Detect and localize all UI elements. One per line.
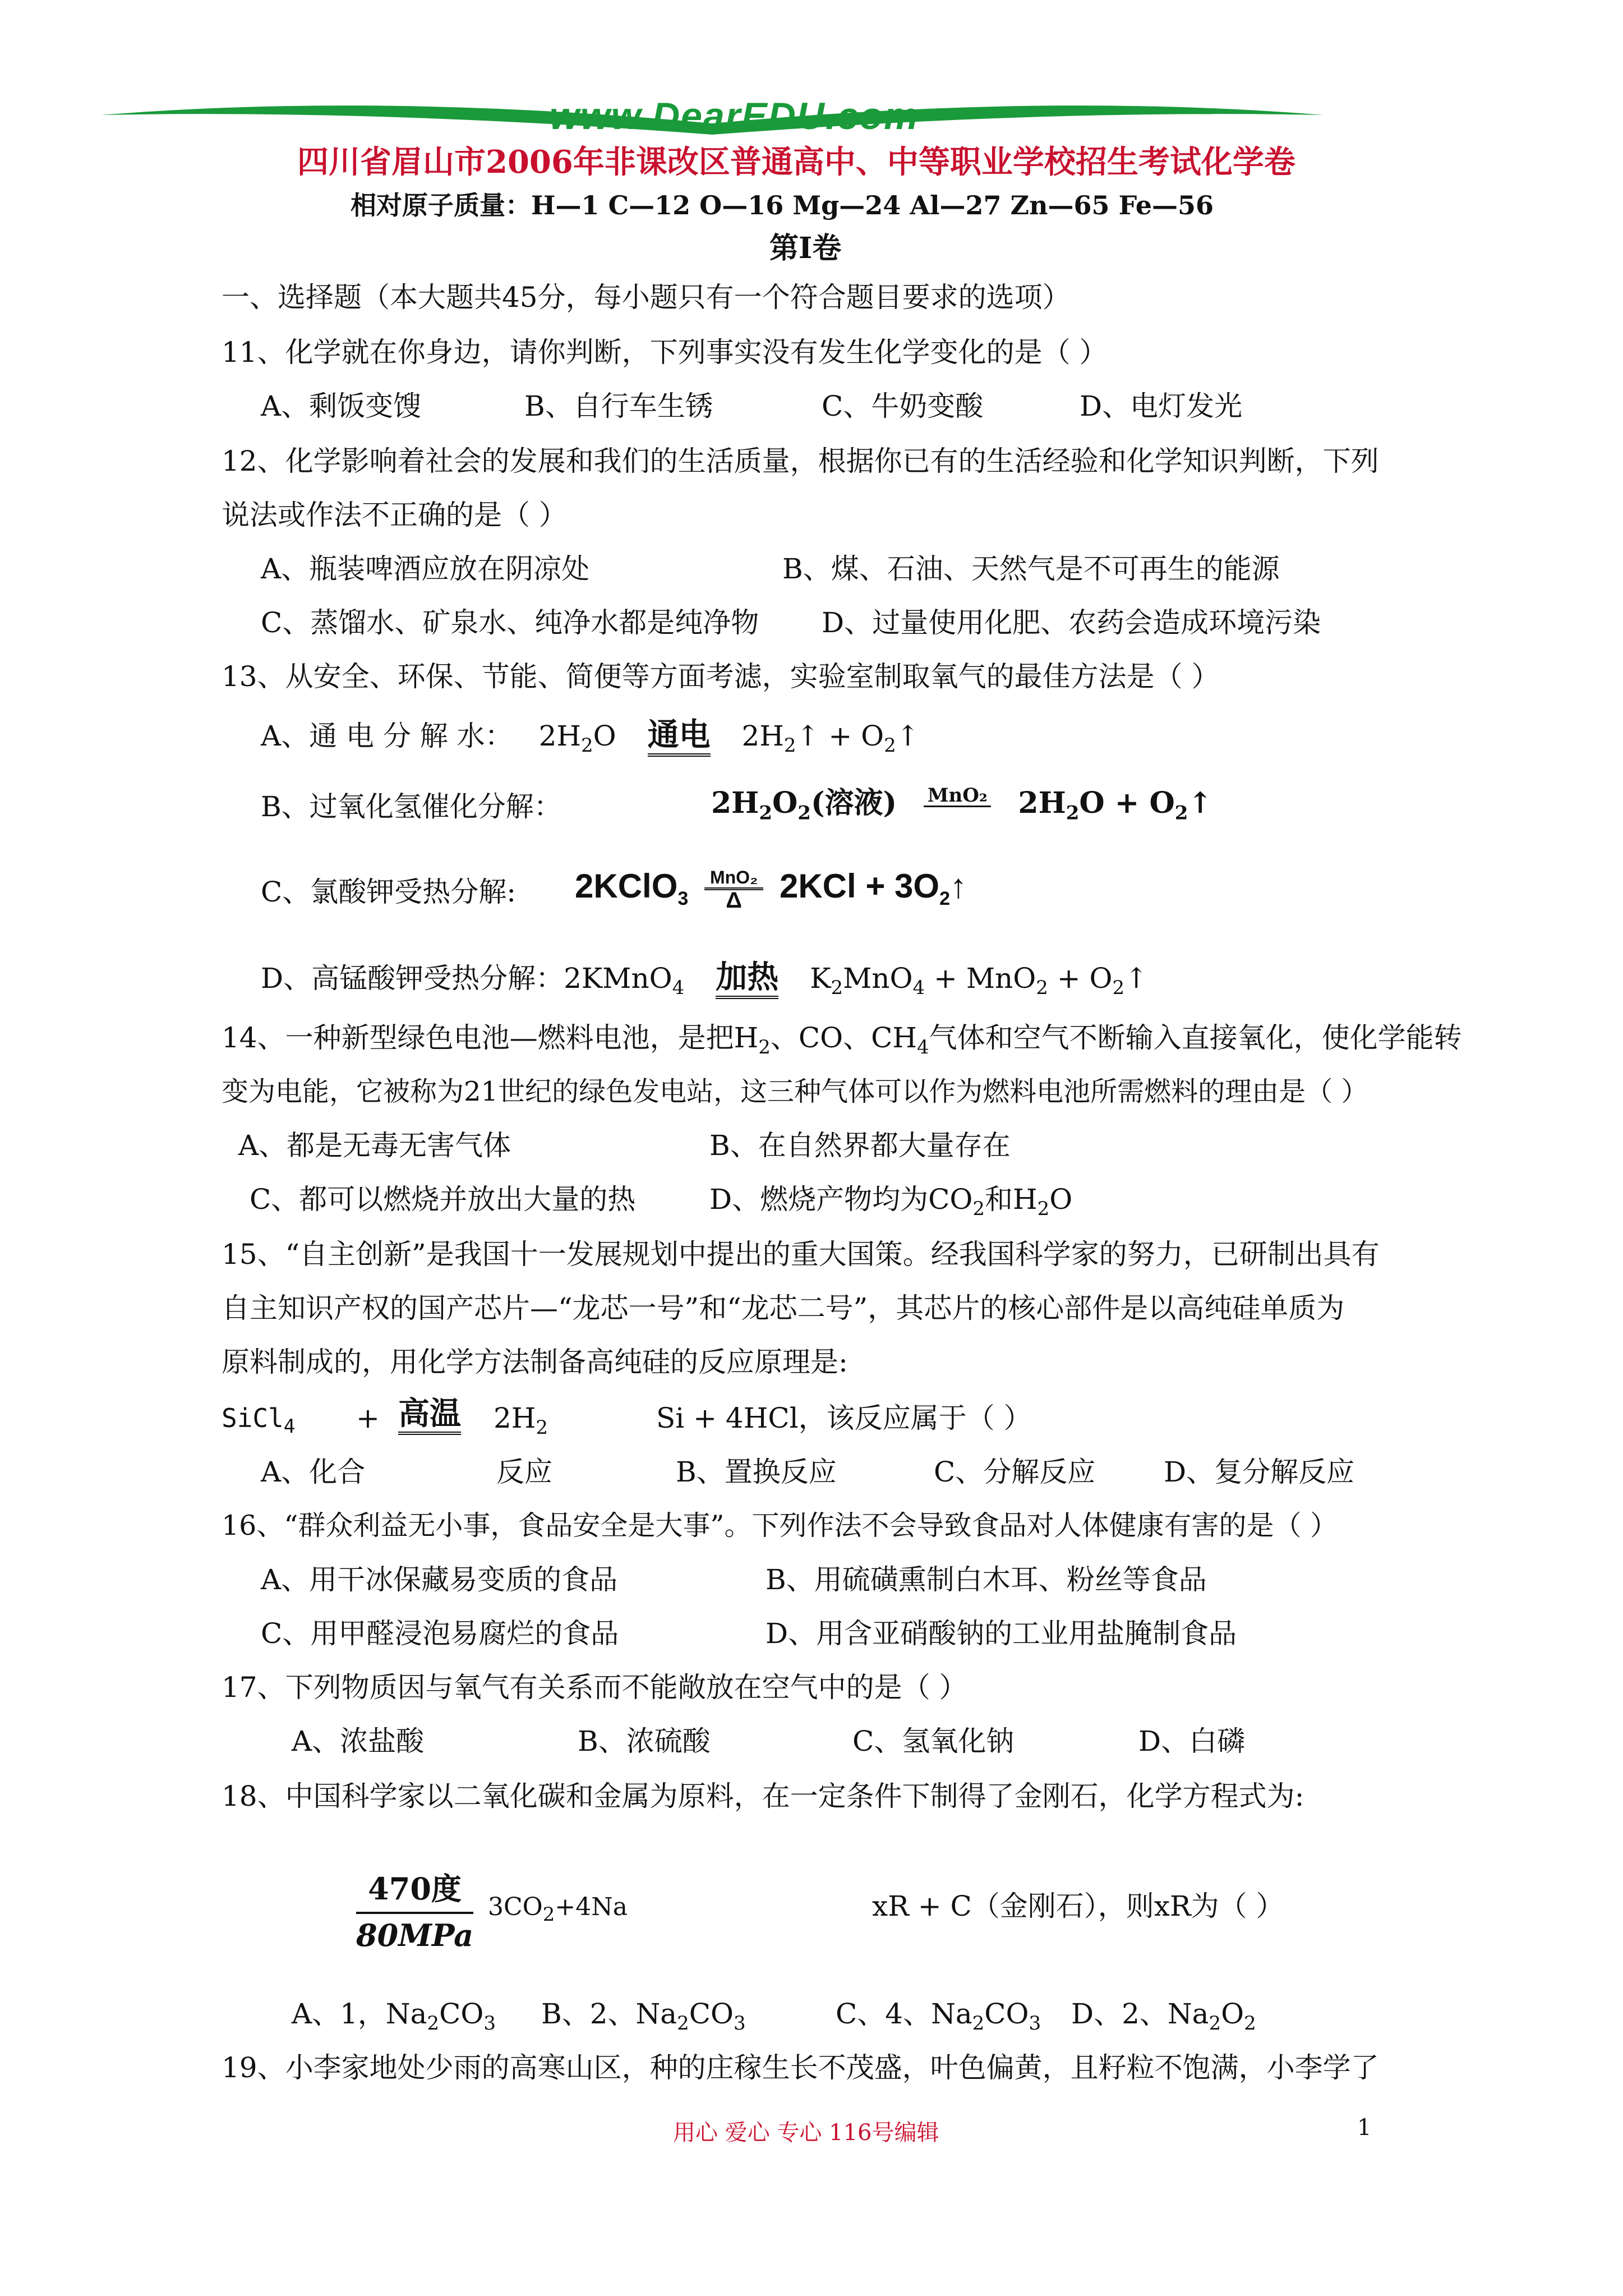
question-14-stem-line2: 变为电能，它被称为21世纪的绿色发电站，这三种气体可以作为燃料电池所需燃料的理由是（ ） [222,1076,1368,1107]
q13d-right-tail: + MnO [925,962,1036,995]
q15-eq-mid-text: 2H [494,1402,536,1434]
q18-eq-left-sub: 2 [542,1903,555,1926]
q18d-b: O [1221,1998,1244,2030]
q13c-label: C、氯酸钾受热分解: [261,876,517,908]
q14-stem-sub2: 4 [916,1036,929,1059]
q11-option-d: D、电灯发光 [1080,390,1243,422]
question-12-stem-line2: 说法或作法不正确的是（ ） [222,499,567,531]
q13a-right-end: ↑ [896,720,920,752]
atomic-masses: 相对原子质量：H—1 C—12 O—16 Mg—24 Al—27 Zn—65 Fe—56 [351,190,1214,220]
q13c-catalyst: MnO₂ [704,867,763,890]
q15-eq-mid-sub: 2 [536,1416,548,1439]
q18d-sub2: 2 [1244,2012,1256,2035]
q14-stem-b: 、CO、CH [770,1022,917,1054]
q12-option-a: A、瓶装啤酒应放在阴凉处 [261,553,590,585]
q18a-b: CO [439,1998,484,2030]
q14-option-c: C、都可以燃烧并放出大量的热 [250,1183,636,1216]
q13c-left-sub: 3 [677,888,689,909]
site-logo: www.DearEDU.com [550,95,919,137]
q13c-right: 2KCl + 3O [779,867,940,905]
q13d-left-sub: 4 [672,977,685,999]
q18d-a: D、2、Na [1071,1998,1209,2030]
q15-eq-left: SiCl [222,1403,284,1433]
q13b-left-sub2: 2 [797,802,811,825]
q17-option-b: B、浓硫酸 [578,1725,711,1757]
q18b-a: B、2、Na [541,1998,677,2030]
q12-option-d: D、过量使用化肥、农药会造成环境污染 [822,606,1321,639]
q15-equation [222,1401,295,1443]
q18-pressure: 80MPa [356,1917,474,1953]
q13b-left: 2H [711,786,759,820]
q14-option-b: B、在自然界都大量存在 [709,1129,1011,1162]
page-title: 四川省眉山市2006年非课改区普通高中、中等职业学校招生考试化学卷 [297,144,1295,181]
q18-eq-right: xR + C（金刚石），则xR为（ ） [872,1890,1284,1922]
q18-option-b [541,1997,746,2040]
q16-option-b: B、用硫磺熏制白木耳、粉丝等食品 [766,1563,1207,1596]
q14d-sub2: 2 [1037,1198,1050,1220]
q16-option-a: A、用干冰保藏易变质的食品 [261,1563,618,1596]
q13d-right-sub3: 2 [1036,977,1048,999]
q13d-right-mid: MnO [843,962,913,995]
footer-text: 用心 爱心 专心 116号编辑 [673,2120,939,2146]
q15-eq-left-sub: 4 [283,1415,296,1438]
q14d-c: O [1049,1183,1073,1216]
q13a-right-sub2: 2 [884,734,896,757]
q11-option-a: A、剩饭变馊 [261,390,422,422]
q13d-condition: 加热 [716,959,778,999]
question-14-stem-line1 [222,1021,1462,1064]
q13b-right-sub2: 2 [1174,802,1188,825]
q16-option-c: C、用甲醛浸泡易腐烂的食品 [261,1617,619,1650]
q14-stem-sub1: 2 [758,1036,771,1059]
q18b-sub2: 3 [734,2012,746,2035]
q18c-a: C、4、Na [836,1998,972,2030]
q14d-a: D、燃烧产物均为CO [709,1183,973,1216]
q13b-equation [711,785,1212,831]
q12-option-c: C、蒸馏水、矿泉水、纯净水都是纯净物 [261,606,759,639]
q18-temperature: 470度 [356,1865,473,1914]
q15-option-b: B、置换反应 [676,1456,837,1488]
q13a-left-tail: O [593,720,616,752]
q14d-sub1: 2 [972,1198,985,1220]
question-17-stem: 17、下列物质因与氧气有关系而不能敞放在空气中的是（ ） [222,1671,967,1704]
question-18-stem: 18、中国科学家以二氧化碳和金属为原料，在一定条件下制得了金刚石，化学方程式为: [222,1780,1304,1812]
q11-option-b: B、自行车生锈 [524,390,713,422]
q14d-b: 和H [984,1183,1038,1216]
q18-eq-left-text: 3CO [488,1893,543,1921]
q13b-catalyst: MnO₂ [924,785,991,807]
q15-condition: 高温 [398,1397,461,1435]
q13d-right-sub1: 2 [831,977,843,999]
q13c-right-end: ↑ [950,867,967,905]
question-13-stem: 13、从安全、环保、节能、简便等方面考滤，实验室制取氧气的最佳方法是（ ） [222,660,1220,693]
q15-option-d: D、复分解反应 [1164,1456,1355,1488]
q13-option-a [261,718,920,762]
q18-option-c [836,1997,1041,2040]
q18-option-d [1071,1997,1256,2040]
q15-option-a-part2: 反应 [496,1456,552,1488]
q13b-right-tail: O + O [1079,786,1175,820]
q13a-left: 2H [538,720,582,752]
q13d-right-sub2: 4 [912,977,925,999]
q15-option-a-part1: A、化合 [261,1456,366,1488]
question-15-stem-line3: 原料制成的，用化学方法制备高纯硅的反应原理是: [222,1346,848,1378]
q13b-right: 2H [1018,786,1066,820]
q13a-right: 2H [741,720,784,752]
q13-option-b [261,790,562,823]
question-15-stem-line1: 15、“自主创新”是我国十一发展规划中提出的重大国策。经我国科学家的努力，已研制出具有 [222,1238,1380,1271]
question-19-stem: 19、小李家地处少雨的高寒山区，种的庄稼生长不茂盛，叶色偏黄，且籽粒不饱满，小李学了 [222,2051,1379,2084]
q13-option-d [261,960,1148,1005]
q18-option-a [292,1997,496,2040]
question-12-stem-line1: 12、化学影响着社会的发展和我们的生活质量，根据你已有的生活经验和化学知识判断，下列 [222,445,1379,477]
q18d-sub1: 2 [1209,2012,1221,2035]
q13a-label: A、通 电 分 解 水： [261,720,513,752]
q13d-label: D、高锰酸钾受热分解：2KMnO [261,962,672,995]
q14-stem-a: 14、一种新型绿色电池—燃料电池，是把H [222,1022,759,1054]
q17-option-a: A、浓盐酸 [292,1725,425,1757]
question-11-stem: 11、化学就在你身边，请你判断，下列事实没有发生化学变化的是（ ） [222,336,1108,369]
q15-option-c: C、分解反应 [934,1456,1096,1488]
q13a-left-sub: 2 [581,734,593,757]
q18c-b: CO [984,1998,1029,2030]
q18c-sub2: 3 [1029,2012,1041,2035]
q13c-equation [575,864,967,921]
q13c-heat: Δ [726,887,742,913]
q18b-sub1: 2 [677,2012,689,2035]
question-15-stem-line2: 自主知识产权的国产芯片—“龙芯一号”和“龙芯二号”，其芯片的核心部件是以高纯硅单质为 [222,1292,1345,1324]
q13d-right-end: ↑ [1124,962,1149,995]
q13d-right-sub4: 2 [1112,977,1125,999]
q15-eq-mid [494,1401,548,1444]
q18c-sub1: 2 [972,2012,985,2035]
section-title: 第Ⅰ卷 [769,231,842,265]
q12-option-b: B、煤、石油、天然气是不可再生的能源 [782,553,1280,585]
q18-eq-left [488,1890,628,1931]
q13b-label: B、过氧化氢催化分解： [261,790,562,823]
q18a-sub1: 2 [427,2012,440,2035]
q13b-left-tail: (溶液) [810,786,897,820]
q16-option-d: D、用含亚硝酸钠的工业用盐腌制食品 [766,1617,1237,1650]
q14-option-a: A、都是无毒无害气体 [238,1129,511,1162]
q18b-b: CO [689,1998,734,2030]
q14-option-d [709,1182,1072,1226]
q13b-left-mid: O [772,786,798,820]
question-16-stem: 16、“群众利益无小事，食品安全是大事”。下列作法不会导致食品对人体健康有害的是（ ） [222,1510,1338,1542]
q15-eq-right: Si + 4HCl，该反应属于（ ） [656,1402,1032,1434]
q13c-condition [704,867,763,913]
q18-condition [356,1865,473,1953]
q14-stem-c: 气体和空气不断输入直接氧化，使化学能转 [929,1022,1462,1054]
q13a-right-tail: ↑ + O [796,720,884,752]
q13d-right: K [810,962,831,995]
q13b-right-sub: 2 [1066,802,1080,825]
q18a-a: A、1，Na [292,1998,427,2030]
q13-option-c [261,875,516,909]
q17-option-d: D、白磷 [1138,1725,1246,1757]
q17-option-c: C、氢氧化钠 [852,1725,1015,1757]
q13b-right-end: ↑ [1188,786,1212,820]
q18-eq-left-tail: +4Na [555,1893,628,1921]
q11-option-c: C、牛奶变酸 [822,390,984,422]
part-heading: 一、选择题（本大题共45分，每小题只有一个符合题目要求的选项） [222,281,1071,314]
q18a-sub2: 3 [483,2012,496,2035]
q15-eq-plus: + [356,1402,380,1434]
q13a-right-sub: 2 [783,734,796,757]
q13a-condition: 通电 [648,717,711,757]
q13c-right-sub: 2 [939,888,950,909]
page-number: 1 [1357,2115,1372,2141]
q13d-right-tail2: + O [1048,962,1113,995]
q13b-left-sub1: 2 [759,802,772,825]
q13c-left: 2KClO [575,867,678,905]
